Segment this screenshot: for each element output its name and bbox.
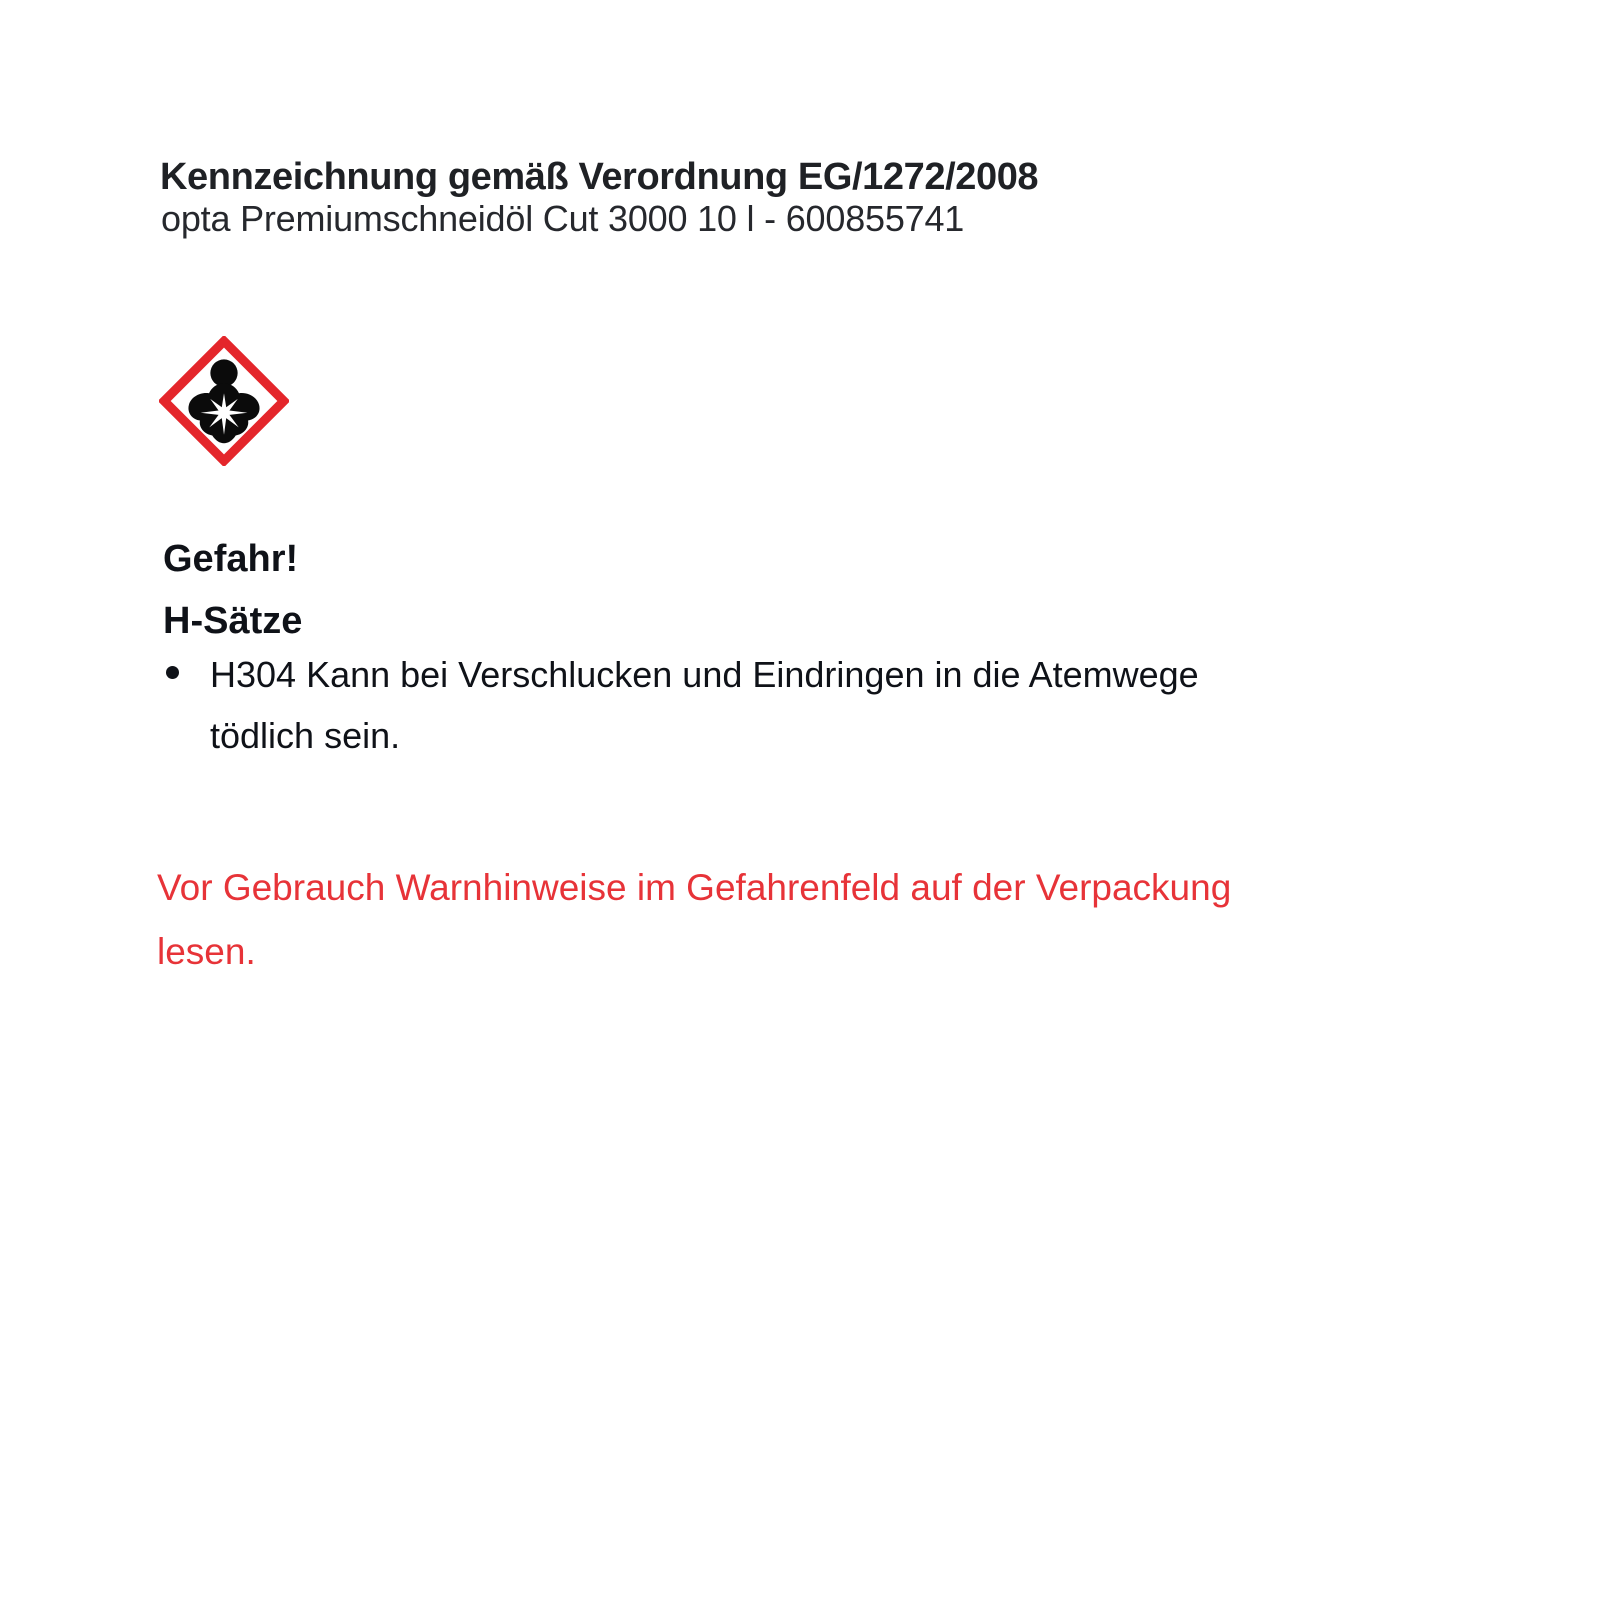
- product-name: opta Premiumschneidöl Cut 3000 10 l - 600855741: [161, 198, 965, 239]
- ghs08-health-hazard-icon: [159, 336, 289, 466]
- h-statements-heading: H-Sätze: [163, 600, 303, 642]
- h-statements-list: [160, 644, 1250, 766]
- signal-word: Gefahr!: [163, 538, 299, 580]
- page-title: Kennzeichnung gemäß Verordnung EG/1272/2008: [160, 156, 1039, 198]
- h-statement-item: H304 Kann bei Verschlucken und Eindringen in die Atemwege tödlich sein.: [160, 644, 1250, 766]
- packaging-warning-text: Vor Gebrauch Warnhinweise im Gefahrenfeld auf der Verpackung lesen.: [157, 867, 1232, 972]
